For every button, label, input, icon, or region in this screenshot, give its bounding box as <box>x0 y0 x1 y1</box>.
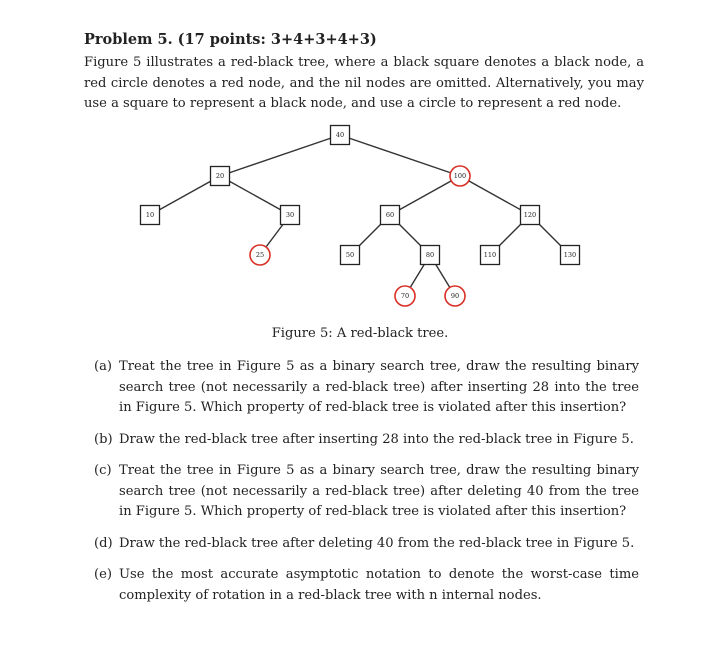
part-label: (c) <box>94 463 112 478</box>
part-text: Use the most accurate asymptotic notation to denote the worst-case time complexity of rotation in a red-black tree with n internal nodes. <box>119 567 639 603</box>
tree-edge <box>220 176 290 215</box>
node-key: 90 <box>450 292 460 301</box>
node-key: 50 <box>345 251 355 260</box>
black-node <box>341 246 360 265</box>
black-node <box>421 246 440 265</box>
black-node <box>481 246 500 265</box>
red-node <box>445 286 465 306</box>
part-label: (e) <box>94 567 112 582</box>
tree-edge <box>150 176 220 215</box>
node-key: 25 <box>255 251 265 260</box>
red-node <box>450 166 470 186</box>
tree-edges <box>150 135 570 296</box>
black-node <box>331 126 350 145</box>
node-key: 100 <box>453 172 467 181</box>
black-node <box>381 206 400 225</box>
node-key: 80 <box>425 251 435 260</box>
node-key: 30 <box>285 211 295 220</box>
black-node <box>561 246 580 265</box>
tree-edge <box>390 176 460 215</box>
figure-caption: Figure 5: A red-black tree. <box>271 326 449 341</box>
black-node <box>281 206 300 225</box>
question-part-b <box>94 430 639 451</box>
question-part-e <box>94 565 639 606</box>
tree-edge <box>460 176 530 215</box>
tree-nodes <box>141 126 580 307</box>
question-part-c <box>94 461 639 523</box>
node-key: 10 <box>145 211 155 220</box>
question-parts <box>94 357 639 617</box>
tree-edge <box>340 135 460 176</box>
problem-block <box>84 30 644 115</box>
black-node <box>141 206 160 225</box>
tree-edge <box>220 135 340 176</box>
problem-heading: Problem 5. (17 points: 3+4+3+4+3) <box>84 31 377 48</box>
part-text: Draw the red-black tree after deleting 40 from the red-black tree in Figure 5. <box>119 535 635 551</box>
part-text: Draw the red-black tree after inserting 28 into the red-black tree in Figure 5. <box>119 431 634 447</box>
red-node <box>395 286 415 306</box>
black-node <box>211 167 230 186</box>
node-key: 70 <box>400 292 410 301</box>
problem-intro: Figure 5 illustrates a red-black tree, where a black square denotes a black node, a red circle denotes a red node, and the nil nodes are omitted. Alternatively, you may use a square to represent a black node, and use a circle to represent a red node. <box>84 55 644 111</box>
part-label: (d) <box>94 535 113 551</box>
part-text: Treat the tree in Figure 5 as a binary search tree, draw the resulting binary search tree (not necessarily a red-black tree) after inserting 28 into the tree in Figure 5. Which property of red-black tree is violated after this insertion? <box>119 359 639 415</box>
node-key: 20 <box>215 172 225 181</box>
node-key: 60 <box>385 211 395 220</box>
node-key: 110 <box>483 251 497 260</box>
node-key: 120 <box>523 211 537 220</box>
part-text: Treat the tree in Figure 5 as a binary search tree, draw the resulting binary search tree (not necessarily a red-black tree) after deleting 40 from the tree in Figure 5. Which property of red-black tree is violated after this insertion? <box>119 463 639 519</box>
black-node <box>521 206 540 225</box>
question-part-d <box>94 534 639 555</box>
red-node <box>250 245 270 265</box>
red-black-tree-figure <box>0 120 720 320</box>
part-label: (b) <box>94 431 113 447</box>
node-key: 40 <box>335 131 345 140</box>
part-label: (a) <box>94 359 113 374</box>
question-part-a <box>94 357 639 419</box>
node-key: 130 <box>563 251 577 260</box>
